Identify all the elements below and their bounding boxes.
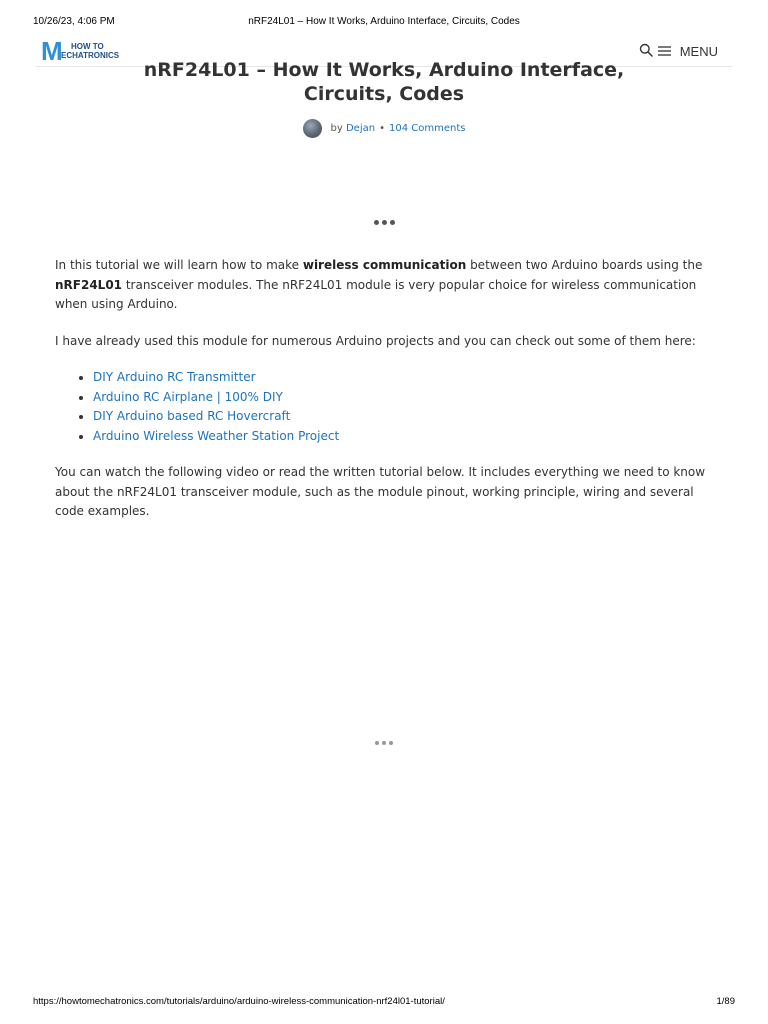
projects-list (55, 368, 720, 446)
author-link[interactable]: Dejan (345, 123, 376, 134)
link-rc-airplane[interactable]: Arduino RC Airplane | 100% DIY (93, 389, 283, 404)
logo-letter: M (41, 36, 62, 66)
comments-link[interactable]: 104 Comments (388, 123, 466, 134)
link-weather-station[interactable]: Arduino Wireless Weather Station Project (93, 428, 340, 443)
menu-button[interactable]: MENU (679, 43, 718, 59)
link-rc-hovercraft[interactable]: DIY Arduino based RC Hovercraft (93, 409, 291, 423)
print-url: https://howtomechatronics.com/tutorials/arduino/arduino-wireless-communication-nrf24l01-tutorial/ (33, 996, 445, 1007)
intro-paragraph: In this tutorial we will learn how to make wireless communication between two Arduino boards using the nRF24L01 transceiver modules. The nRF24L01 module is very popular choice for wireless communication when using Arduino. (55, 258, 703, 311)
bold-wireless-communication: wireless communication (302, 258, 467, 272)
loading-dots-icon (0, 220, 768, 225)
logo-line-1: HOW TO (71, 42, 104, 51)
author-avatar (303, 119, 322, 138)
logo-line-2: ECHATRONICS (61, 51, 120, 60)
article-byline (0, 119, 768, 138)
projects-paragraph: I have already used this module for numerous Arduino projects and you can check out some of them here: (55, 333, 696, 348)
article-content (55, 256, 720, 539)
link-diy-rc-transmitter[interactable]: DIY Arduino RC Transmitter (93, 370, 256, 384)
video-paragraph: You can watch the following video or read the written tutorial below. It includes everything we need to know about the nRF24L01 transceiver module, such as the module pinout, working principle, wiring and several code examples. (55, 465, 706, 518)
print-datetime: 10/26/23, 4:06 PM (33, 16, 115, 27)
list-item (93, 427, 720, 447)
list-item (93, 388, 720, 408)
byline-separator: • (379, 123, 385, 134)
print-page-number: 1/89 (716, 996, 735, 1007)
byline-prefix: by (330, 123, 343, 134)
bold-nrf24l01: nRF24L01 (55, 277, 123, 292)
list-item (93, 368, 720, 388)
article-title: nRF24L01 – How It Works, Arduino Interface, Circuits, Codes (143, 59, 625, 105)
video-loading-dots-icon (0, 741, 768, 745)
list-item (93, 407, 720, 427)
print-doc-title: nRF24L01 – How It Works, Arduino Interface, Circuits, Codes (248, 16, 520, 27)
